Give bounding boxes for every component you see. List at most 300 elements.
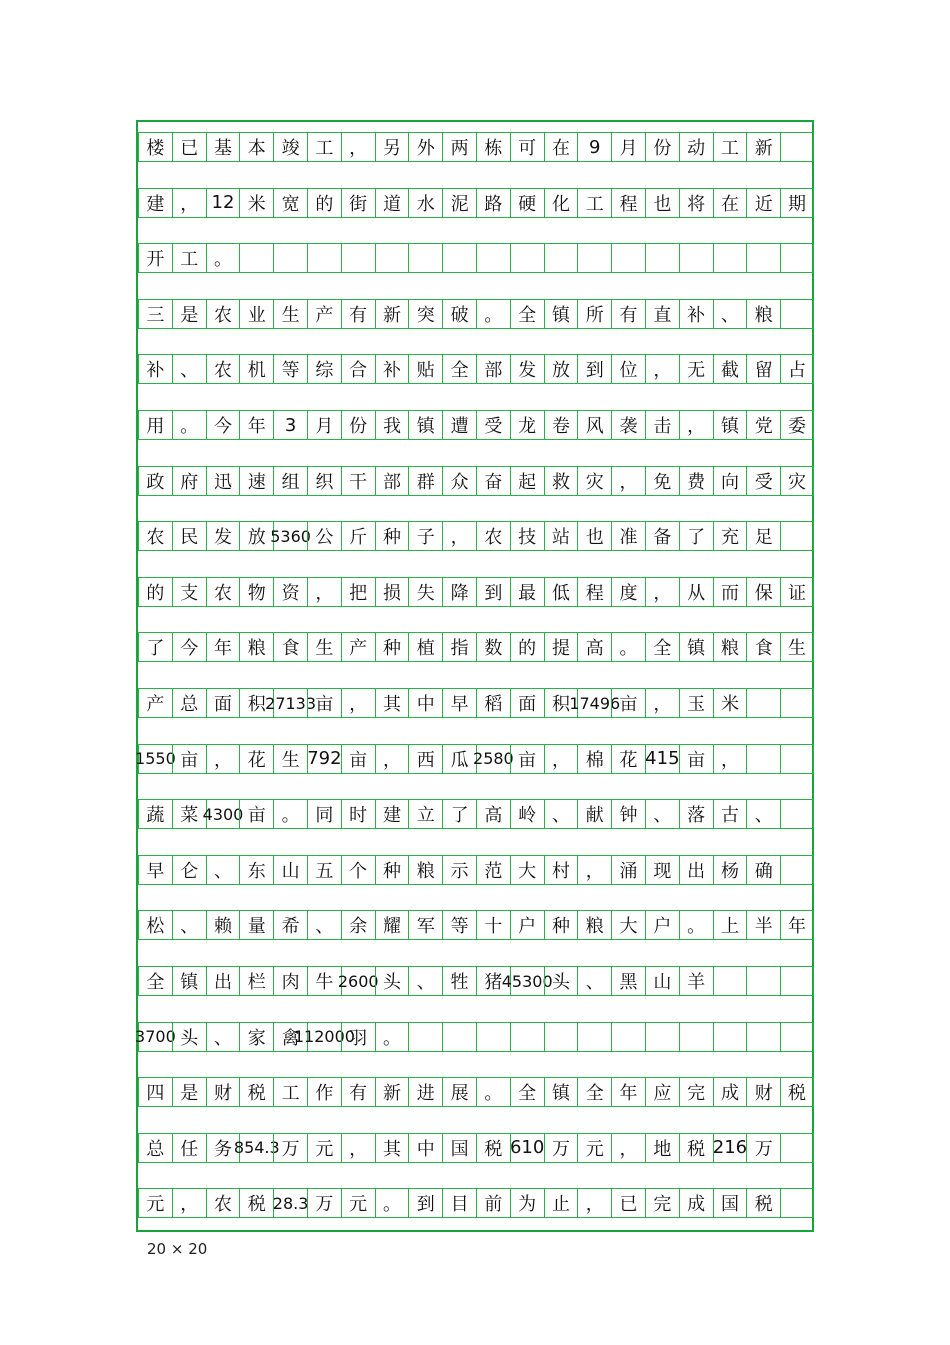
grid-cell: 28.3	[273, 1188, 307, 1218]
grid-cell: 亩	[510, 744, 544, 774]
grid-cell: 西	[408, 744, 442, 774]
grid-cell: 税	[746, 1188, 780, 1218]
grid-cell: 灾	[780, 466, 814, 496]
grid-cell: 部	[375, 466, 409, 496]
grid-cell: 赖	[206, 910, 240, 940]
grid-cell: 工	[273, 1077, 307, 1107]
grid-cell: 税	[239, 1077, 273, 1107]
grid-cell	[780, 1133, 814, 1163]
grid-cell: 全	[577, 1077, 611, 1107]
grid-cell: 部	[476, 354, 510, 384]
grid-cell: ，	[577, 855, 611, 885]
grid-cell: 地	[645, 1133, 679, 1163]
grid-cell	[780, 299, 814, 329]
grid-cell: 粮	[577, 910, 611, 940]
grid-cell: 植	[408, 632, 442, 662]
grid-cell: 镇	[544, 299, 578, 329]
grid-cell: 亩	[307, 688, 341, 718]
grid-cell: 五	[307, 855, 341, 885]
grid-cell: 迅	[206, 466, 240, 496]
grid-cell	[307, 243, 341, 273]
grid-cell: 路	[476, 188, 510, 218]
grid-cell: 、	[746, 799, 780, 829]
grid-cell: 年	[239, 410, 273, 440]
grid-cell: 工	[172, 243, 206, 273]
grid-cell: 立	[408, 799, 442, 829]
grid-cell: 粮	[713, 632, 747, 662]
grid-cell: ，	[645, 354, 679, 384]
grid-cell: 东	[239, 855, 273, 885]
grid-cell: 等	[442, 910, 476, 940]
grid-cell: 向	[713, 466, 747, 496]
grid-cell: 财	[746, 1077, 780, 1107]
grid-cell	[645, 1022, 679, 1052]
grid-cell: ，	[645, 688, 679, 718]
grid-cell: 亩	[679, 744, 713, 774]
grid-cell: ，	[442, 521, 476, 551]
grid-cell: 出	[679, 855, 713, 885]
grid-cell: 委	[780, 410, 814, 440]
grid-cell: 截	[713, 354, 747, 384]
grid-cell: 种	[375, 855, 409, 885]
grid-cell	[780, 799, 814, 829]
grid-cell: 占	[780, 354, 814, 384]
grid-cell: 在	[544, 132, 578, 162]
grid-cell: ，	[679, 410, 713, 440]
grid-cell: 、	[206, 855, 240, 885]
grid-cell: 硬	[510, 188, 544, 218]
grid-cell: 新	[375, 1077, 409, 1107]
grid-cell: 务	[206, 1133, 240, 1163]
grid-cell: 元	[307, 1133, 341, 1163]
grid-cell: 其	[375, 688, 409, 718]
grid-cell: 了	[679, 521, 713, 551]
grid-cell: 有	[341, 299, 375, 329]
grid-cell: 程	[577, 577, 611, 607]
grid-cell: 米	[239, 188, 273, 218]
grid-cell: 栋	[476, 132, 510, 162]
grid-cell: 村	[544, 855, 578, 885]
grid-cell: 早	[138, 855, 172, 885]
grid-cell: 全	[442, 354, 476, 384]
grid-cell: 道	[375, 188, 409, 218]
grid-cell	[780, 521, 814, 551]
grid-cell: 户	[510, 910, 544, 940]
grid-cell: 补	[375, 354, 409, 384]
grid-cell: 党	[746, 410, 780, 440]
grid-cell: 进	[408, 1077, 442, 1107]
grid-cell: 量	[239, 910, 273, 940]
grid-cell: 等	[273, 354, 307, 384]
grid-cell	[544, 1022, 578, 1052]
grid-cell: 备	[645, 521, 679, 551]
grid-cell: 所	[577, 299, 611, 329]
grid-cell: 开	[138, 243, 172, 273]
grid-cell: 是	[172, 1077, 206, 1107]
grid-cell: 万	[544, 1133, 578, 1163]
grid-cell: 直	[645, 299, 679, 329]
grid-cell: 度	[611, 577, 645, 607]
grid-row	[138, 855, 814, 885]
grid-cell: 粮	[746, 299, 780, 329]
grid-cell	[611, 1022, 645, 1052]
grid-cell: 112000	[307, 1022, 341, 1052]
grid-cell: 854.3	[239, 1133, 273, 1163]
grid-cell: ，	[713, 744, 747, 774]
grid-cell: 、	[307, 910, 341, 940]
grid-cell	[780, 688, 814, 718]
grid-cell: 确	[746, 855, 780, 885]
grid-row	[138, 132, 814, 162]
grid-cell: 到	[476, 577, 510, 607]
grid-cell: 中	[408, 688, 442, 718]
grid-cell: 工	[713, 132, 747, 162]
grid-cell: 街	[341, 188, 375, 218]
grid-cell: 生	[273, 744, 307, 774]
grid-cell: 亩	[172, 744, 206, 774]
grid-cell	[780, 966, 814, 996]
grid-row	[138, 410, 814, 440]
grid-cell: 农	[206, 354, 240, 384]
grid-cell	[273, 243, 307, 273]
grid-cell: 补	[138, 354, 172, 384]
grid-cell: 已	[172, 132, 206, 162]
grid-cell: 支	[172, 577, 206, 607]
grid-cell: 5360	[273, 521, 307, 551]
grid-cell: 份	[645, 132, 679, 162]
grid-cell: 稻	[476, 688, 510, 718]
grid-cell	[746, 243, 780, 273]
grid-row	[138, 521, 814, 551]
grid-cell: 也	[577, 521, 611, 551]
grid-cell: 元	[138, 1188, 172, 1218]
grid-cell: 全	[510, 1077, 544, 1107]
grid-cell: 。	[375, 1188, 409, 1218]
grid-cell: 期	[780, 188, 814, 218]
grid-cell: 今	[172, 632, 206, 662]
grid-cell: 把	[341, 577, 375, 607]
grid-cell	[442, 243, 476, 273]
grid-cell: 种	[375, 632, 409, 662]
grid-cell: 头	[544, 966, 578, 996]
grid-cell: 农	[206, 1188, 240, 1218]
grid-cell: 同	[307, 799, 341, 829]
grid-cell: 古	[713, 799, 747, 829]
grid-cell	[746, 966, 780, 996]
grid-cell: 。	[476, 1077, 510, 1107]
grid-cell: 楼	[138, 132, 172, 162]
grid-cell: 新	[375, 299, 409, 329]
grid-size-label: 20 × 20	[147, 1240, 208, 1258]
grid-cell: 总	[138, 1133, 172, 1163]
grid-cell: 3700	[138, 1022, 172, 1052]
grid-cell: 放	[544, 354, 578, 384]
grid-cell: 而	[713, 577, 747, 607]
grid-cell: 黑	[611, 966, 645, 996]
grid-cell: 税	[780, 1077, 814, 1107]
grid-cell: 出	[206, 966, 240, 996]
grid-cell: 年	[611, 1077, 645, 1107]
grid-cell	[780, 243, 814, 273]
grid-cell: 受	[476, 410, 510, 440]
grid-cell: 为	[510, 1188, 544, 1218]
grid-cell: 位	[611, 354, 645, 384]
grid-cell: 玉	[679, 688, 713, 718]
grid-cell: 早	[442, 688, 476, 718]
grid-cell: ，	[341, 1133, 375, 1163]
grid-row	[138, 688, 814, 718]
grid-cell	[780, 1022, 814, 1052]
grid-cell: 万	[746, 1133, 780, 1163]
grid-cell: 现	[645, 855, 679, 885]
grid-cell	[746, 744, 780, 774]
grid-cell: 415	[645, 744, 679, 774]
grid-cell: 击	[645, 410, 679, 440]
grid-cell	[544, 243, 578, 273]
grid-cell: 、	[577, 966, 611, 996]
grid-cell: ，	[206, 744, 240, 774]
grid-cell: 保	[746, 577, 780, 607]
grid-cell: 月	[307, 410, 341, 440]
grid-cell: 前	[476, 1188, 510, 1218]
grid-cell: 镇	[679, 632, 713, 662]
grid-cell: 2580	[476, 744, 510, 774]
grid-cell: 建	[375, 799, 409, 829]
grid-cell: 资	[273, 577, 307, 607]
grid-cell: 示	[442, 855, 476, 885]
grid-row	[138, 966, 814, 996]
grid-cell: 猪	[476, 966, 510, 996]
grid-row	[138, 577, 814, 607]
grid-cell: 放	[239, 521, 273, 551]
grid-cell: 贴	[408, 354, 442, 384]
grid-cell: 宽	[273, 188, 307, 218]
grid-row	[138, 354, 814, 384]
grid-cell: 足	[746, 521, 780, 551]
grid-cell: 应	[645, 1077, 679, 1107]
grid-row	[138, 910, 814, 940]
grid-cell: 积	[239, 688, 273, 718]
grid-cell: 羊	[679, 966, 713, 996]
grid-cell: ，	[307, 577, 341, 607]
grid-cell: 余	[341, 910, 375, 940]
grid-cell	[679, 1022, 713, 1052]
grid-cell: 织	[307, 466, 341, 496]
grid-cell: 禽	[273, 1022, 307, 1052]
grid-cell: 粮	[239, 632, 273, 662]
grid-cell: 3	[273, 410, 307, 440]
grid-cell	[713, 966, 747, 996]
grid-cell: 灾	[577, 466, 611, 496]
grid-cell	[780, 855, 814, 885]
grid-cell: 是	[172, 299, 206, 329]
grid-cell	[476, 243, 510, 273]
grid-cell: 12	[206, 188, 240, 218]
grid-cell: 216	[713, 1133, 747, 1163]
grid-cell: 无	[679, 354, 713, 384]
grid-cell: 总	[172, 688, 206, 718]
grid-cell	[577, 243, 611, 273]
grid-cell: 耀	[375, 910, 409, 940]
grid-cell: 发	[510, 354, 544, 384]
grid-cell: 工	[307, 132, 341, 162]
grid-cell: 风	[577, 410, 611, 440]
grid-cell	[577, 1022, 611, 1052]
grid-cell: 完	[645, 1188, 679, 1218]
grid-cell: 从	[679, 577, 713, 607]
grid-cell: 技	[510, 521, 544, 551]
grid-cell: 受	[746, 466, 780, 496]
grid-cell: 免	[645, 466, 679, 496]
grid-cell: 上	[713, 910, 747, 940]
grid-cell: 大	[510, 855, 544, 885]
grid-cell: 花	[611, 744, 645, 774]
grid-cell: 到	[408, 1188, 442, 1218]
grid-cell: 动	[679, 132, 713, 162]
grid-cell: 补	[679, 299, 713, 329]
grid-cell: 政	[138, 466, 172, 496]
grid-cell: 全	[510, 299, 544, 329]
grid-cell: ，	[544, 744, 578, 774]
grid-cell: 今	[206, 410, 240, 440]
grid-row	[135, 1022, 814, 1052]
grid-cell: 。	[172, 410, 206, 440]
grid-cell: 希	[273, 910, 307, 940]
grid-cell	[746, 688, 780, 718]
grid-cell: 工	[577, 188, 611, 218]
grid-cell: 年	[206, 632, 240, 662]
grid-cell: 税	[476, 1133, 510, 1163]
grid-cell: 羽	[341, 1022, 375, 1052]
grid-cell: 的	[510, 632, 544, 662]
grid-cell: 高	[476, 799, 510, 829]
grid-cell: 镇	[544, 1077, 578, 1107]
grid-cell: 全	[138, 966, 172, 996]
grid-cell: 指	[442, 632, 476, 662]
grid-cell: 军	[408, 910, 442, 940]
grid-cell: 、	[408, 966, 442, 996]
grid-cell: 产	[138, 688, 172, 718]
grid-cell: 时	[341, 799, 375, 829]
grid-cell: ，	[611, 466, 645, 496]
grid-cell: 高	[577, 632, 611, 662]
grid-cell	[442, 1022, 476, 1052]
grid-cell: 蔬	[138, 799, 172, 829]
grid-cell: 成	[713, 1077, 747, 1107]
grid-cell: 涌	[611, 855, 645, 885]
grid-cell: 组	[273, 466, 307, 496]
grid-cell: 费	[679, 466, 713, 496]
grid-cell: 中	[408, 1133, 442, 1163]
grid-cell: 棉	[577, 744, 611, 774]
grid-cell: 近	[746, 188, 780, 218]
grid-cell: 生	[780, 632, 814, 662]
grid-cell: 种	[544, 910, 578, 940]
grid-cell: 提	[544, 632, 578, 662]
grid-cell: 粮	[408, 855, 442, 885]
grid-cell: 新	[746, 132, 780, 162]
grid-cell: 降	[442, 577, 476, 607]
grid-cell	[713, 1022, 747, 1052]
grid-cell: 2600	[341, 966, 375, 996]
grid-row	[138, 299, 814, 329]
grid-cell: 、	[172, 354, 206, 384]
grid-cell: 亩	[341, 744, 375, 774]
grid-cell: 留	[746, 354, 780, 384]
grid-cell: ，	[172, 188, 206, 218]
grid-cell: 化	[544, 188, 578, 218]
grid-cell: 农	[206, 577, 240, 607]
grid-cell: 积	[544, 688, 578, 718]
grid-cell: 竣	[273, 132, 307, 162]
grid-cell: 产	[307, 299, 341, 329]
grid-cell: 瓜	[442, 744, 476, 774]
grid-cell: 站	[544, 521, 578, 551]
grid-cell: 农	[138, 521, 172, 551]
grid-cell: 十	[476, 910, 510, 940]
grid-cell: 农	[206, 299, 240, 329]
grid-cell: 水	[408, 188, 442, 218]
grid-cell: 镇	[172, 966, 206, 996]
grid-cell: 。	[375, 1022, 409, 1052]
grid-cell: 止	[544, 1188, 578, 1218]
grid-cell: 岭	[510, 799, 544, 829]
grid-cell: 龙	[510, 410, 544, 440]
grid-cell: 破	[442, 299, 476, 329]
grid-cell: ，	[172, 1188, 206, 1218]
grid-cell: 袭	[611, 410, 645, 440]
grid-row	[138, 188, 814, 218]
grid-cell	[408, 1022, 442, 1052]
grid-cell: 税	[239, 1188, 273, 1218]
grid-cell: 菜	[172, 799, 206, 829]
grid-cell: ，	[341, 132, 375, 162]
grid-cell: 仑	[172, 855, 206, 885]
grid-cell	[645, 243, 679, 273]
grid-cell: 杨	[713, 855, 747, 885]
grid-cell: 头	[375, 966, 409, 996]
grid-cell: 众	[442, 466, 476, 496]
grid-cell: 牛	[307, 966, 341, 996]
grid-cell: 失	[408, 577, 442, 607]
grid-cell: 在	[713, 188, 747, 218]
grid-cell: ，	[577, 1188, 611, 1218]
grid-cell: 损	[375, 577, 409, 607]
grid-cell: 作	[307, 1077, 341, 1107]
grid-cell: 成	[679, 1188, 713, 1218]
manuscript-grid	[136, 120, 814, 1232]
grid-cell: 另	[375, 132, 409, 162]
grid-cell: 业	[239, 299, 273, 329]
grid-cell: 了	[442, 799, 476, 829]
grid-cell: 财	[206, 1077, 240, 1107]
grid-cell: 松	[138, 910, 172, 940]
grid-cell: 将	[679, 188, 713, 218]
grid-cell: 突	[408, 299, 442, 329]
grid-cell: 范	[476, 855, 510, 885]
grid-cell	[341, 243, 375, 273]
grid-cell: 食	[273, 632, 307, 662]
grid-cell: 。	[611, 632, 645, 662]
grid-cell: 家	[239, 1022, 273, 1052]
grid-cell: 元	[341, 1188, 375, 1218]
grid-cell: ，	[645, 577, 679, 607]
grid-cell: 栏	[239, 966, 273, 996]
grid-cell: 已	[611, 1188, 645, 1218]
grid-row	[138, 243, 814, 273]
grid-cell: 程	[611, 188, 645, 218]
grid-cell: 月	[611, 132, 645, 162]
